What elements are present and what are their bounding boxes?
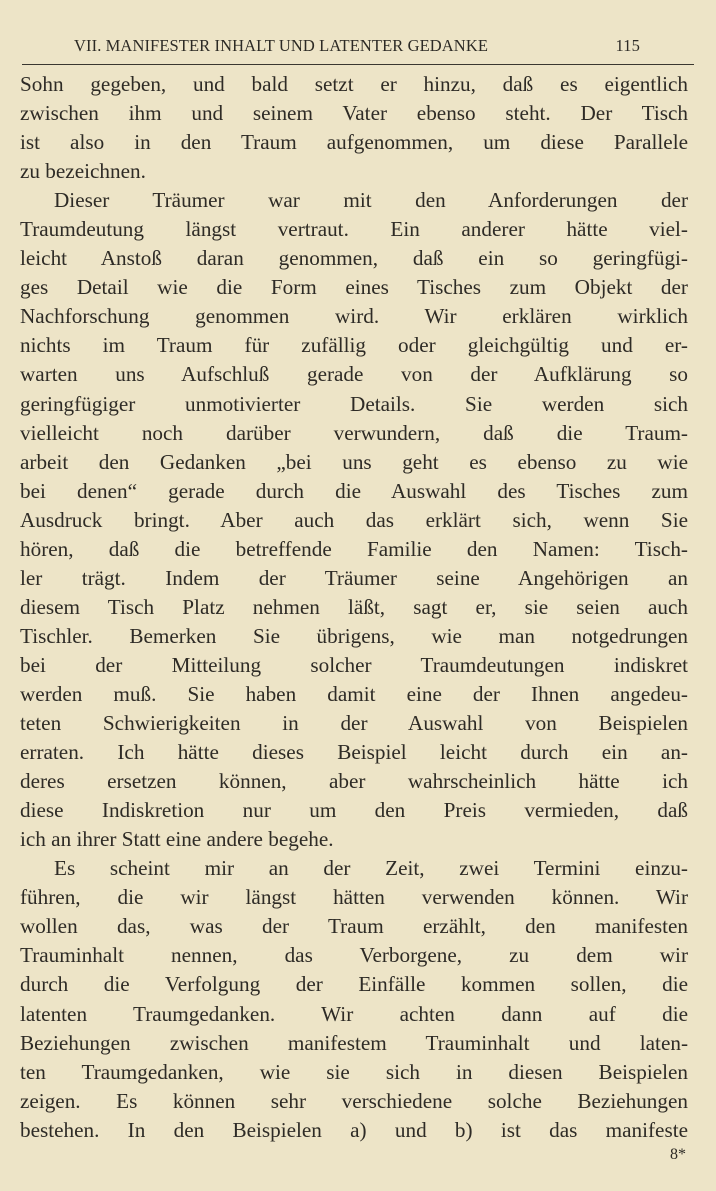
text-line: ist also in den Traum aufgenommen, um diese Parallele (20, 130, 688, 155)
text-line: ich an ihrer Statt eine andere begehe. (20, 827, 334, 852)
text-line: nichts im Traum für zufällig oder gleichgültig und er- (20, 333, 688, 358)
text-line: Dieser Träumer war mit den Anforderungen der (54, 188, 688, 213)
text-line: geringfügiger unmotivierter Details. Sie werden sich (20, 391, 688, 416)
text-line: führen, die wir längst hätten verwenden können. Wir (20, 885, 688, 910)
text-line: diesem Tisch Platz nehmen läßt, sagt er, sie seien auch (20, 594, 688, 619)
text-line: zwischen ihm und seinem Vater ebenso steht. Der Tisch (20, 101, 688, 126)
text-line: durch die Verfolgung der Einfälle kommen sollen, die (20, 972, 688, 997)
text-line: deres ersetzen können, aber wahrscheinlich hätte ich (20, 769, 688, 794)
text-line: vielleicht noch darüber verwundern, daß die Traum- (20, 420, 688, 445)
running-title: VII. MANIFESTER INHALT UND LATENTER GEDANKE (74, 36, 489, 55)
text-line: ten Traumgedanken, wie sie sich in diesen Beispielen (20, 1059, 688, 1084)
text-line: Tischler. Bemerken Sie übrigens, wie man notgedrungen (20, 623, 688, 648)
text-line: warten uns Aufschluß gerade von der Aufklärung so (20, 362, 688, 387)
text-line: wollen das, was der Traum erzählt, den manifesten (20, 914, 688, 939)
text-line: Trauminhalt nennen, das Verborgene, zu dem wir (20, 943, 688, 968)
text-line: ges Detail wie die Form eines Tisches zum Objekt der (20, 275, 688, 300)
text-line: zu bezeichnen. (20, 159, 146, 184)
text-line: hören, daß die betreffende Familie den Namen: Tisch- (20, 536, 688, 561)
text-line: diese Indiskretion nur um den Preis vermieden, daß (20, 798, 688, 823)
page-number: 115 (615, 36, 640, 55)
text-line: Es scheint mir an der Zeit, zwei Termini einzu- (54, 856, 688, 881)
text-line: arbeit den Gedanken „bei uns geht es ebenso zu wie (20, 449, 688, 474)
header-rule (22, 64, 694, 65)
text-line: Traumdeutung längst vertraut. Ein anderer hätte viel- (20, 217, 688, 242)
text-line: teten Schwierigkeiten in der Auswahl von Beispielen (20, 711, 688, 736)
text-line: erraten. Ich hätte dieses Beispiel leicht durch ein an- (20, 740, 688, 765)
text-line: ler trägt. Indem der Träumer seine Angehörigen an (20, 565, 688, 590)
text-line: bei der Mitteilung solcher Traumdeutungen indiskret (20, 652, 688, 677)
text-line: bestehen. In den Beispielen a) und b) ist das manifeste (20, 1117, 688, 1142)
text-line: werden muß. Sie haben damit eine der Ihnen angedeu- (20, 681, 688, 706)
text-line: Nachforschung genommen wird. Wir erklären wirklich (20, 304, 688, 329)
text-line: zeigen. Es können sehr verschiedene solche Beziehungen (20, 1088, 688, 1113)
text-line: Beziehungen zwischen manifestem Trauminhalt und laten- (20, 1030, 688, 1055)
signature-mark: 8* (670, 1146, 686, 1163)
text-line: latenten Traumgedanken. Wir achten dann auf die (20, 1001, 688, 1026)
body-text (20, 70, 688, 1145)
text-line: bei denen“ gerade durch die Auswahl des Tisches zum (20, 478, 688, 503)
running-head (74, 32, 640, 58)
text-line: Sohn gegeben, und bald setzt er hinzu, daß es eigentlich (20, 72, 688, 96)
text-line: Ausdruck bringt. Aber auch das erklärt sich, wenn Sie (20, 507, 688, 532)
text-line: leicht Anstoß daran genommen, daß ein so geringfügi- (20, 246, 688, 271)
